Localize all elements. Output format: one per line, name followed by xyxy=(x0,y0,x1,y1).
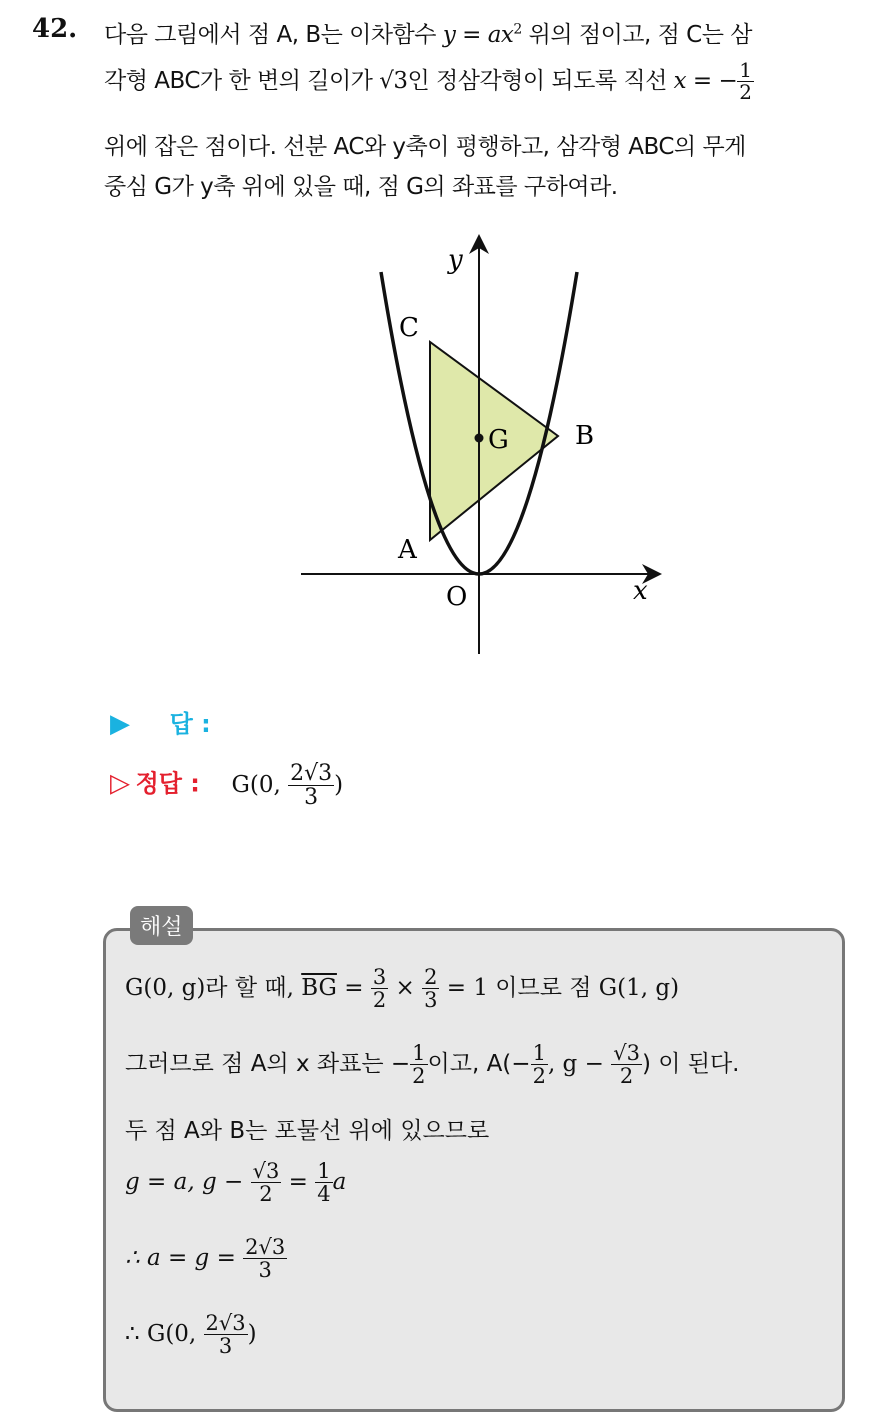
equation: y = ax xyxy=(442,22,514,48)
solution-line-5: ∴ a = g = $\frac{2√3}{3}$ xyxy=(125,1235,286,1283)
correct-answer-label: 정답 : xyxy=(135,769,200,798)
question-number: 42. xyxy=(32,14,78,44)
fraction: $\frac{1}{2}$ xyxy=(532,1041,546,1089)
point-b-label: B xyxy=(575,421,595,451)
fraction: $\frac{√3}{2}$ xyxy=(252,1159,280,1207)
correct-answer-row xyxy=(110,762,343,809)
point-a-label: A xyxy=(398,535,417,565)
solution-line-2: 그러므로 점 A의 x 좌표는 − $\frac{1}{2}$ 이고, A(− $\frac{1}{2}$ , g − $\frac{√3}{2}$ ) 이 된다. xyxy=(125,1041,740,1089)
x-axis-label: x xyxy=(633,576,648,606)
solution-tag: 해설 xyxy=(130,906,193,945)
origin-label: O xyxy=(446,582,468,612)
fraction: $\frac{√3}{2}$ xyxy=(613,1041,640,1089)
parabola-figure xyxy=(296,232,676,662)
question-line-2 xyxy=(104,60,754,103)
fraction: $\frac{1}{2}$ xyxy=(739,58,752,104)
fraction: $\frac{2√3}{3}$ xyxy=(205,1311,246,1359)
solution-line-1: G(0, g)라 할 때, $\overline{BG}$ = $\frac{3}{2}$ × $\frac{2}{3}$ = 1 이므로 점 G(1, g) xyxy=(125,965,680,1013)
question-text: 각형 ABC가 한 변의 길이가 xyxy=(104,68,380,94)
point-g-label: G xyxy=(488,425,509,455)
solution-line-4: g = a, g − $\frac{√3}{2}$ = $\frac{1}{4}$ a xyxy=(125,1159,347,1207)
fraction: $\frac{1}{2}$ xyxy=(412,1041,426,1089)
fraction: $\frac{2√3}{3}$ xyxy=(290,761,333,811)
sqrt-three: √3 xyxy=(379,68,408,94)
fraction: $\frac{3}{2}$ xyxy=(372,965,387,1013)
fraction: $\frac{2√3}{3}$ xyxy=(245,1235,286,1283)
solution-line-3: 두 점 A와 B는 포물선 위에 있으므로 xyxy=(125,1118,490,1144)
outline-arrow-icon: ▷ xyxy=(110,768,130,799)
point-c-label: C xyxy=(399,313,419,343)
fraction: $\frac{2}{3}$ xyxy=(424,965,438,1013)
correct-answer-value: G(0, $\frac{2√3}{3}$ ) xyxy=(231,761,344,811)
answer-row xyxy=(110,704,211,739)
segment-bg: $\overline{BG}$ xyxy=(301,975,337,1002)
point-g xyxy=(475,434,484,443)
y-axis-label: y xyxy=(448,245,463,275)
question-line-3: 위에 잡은 점이다. 선분 AC와 y축이 평행하고, 삼각형 ABC의 무게 xyxy=(104,134,746,160)
answer-label: 답 : xyxy=(169,710,211,738)
fraction: $\frac{1}{4}$ xyxy=(317,1159,331,1207)
question-text: 위의 점이고, 점 C는 삼 xyxy=(521,22,752,48)
solution-line-6: ∴ G(0, $\frac{2√3}{3}$ ) xyxy=(125,1311,257,1359)
question-text: 인 정삼각형이 되도록 직선 xyxy=(407,68,674,94)
question-line-4: 중심 G가 y축 위에 있을 때, 점 G의 좌표를 구하여라. xyxy=(104,174,618,200)
exponent: 2 xyxy=(513,21,522,38)
play-arrow-icon: ▶ xyxy=(110,709,130,739)
question-line-1 xyxy=(104,16,752,49)
equation: x = − xyxy=(673,68,738,94)
question-text: 다음 그림에서 점 A, B는 이차함수 xyxy=(104,22,443,48)
